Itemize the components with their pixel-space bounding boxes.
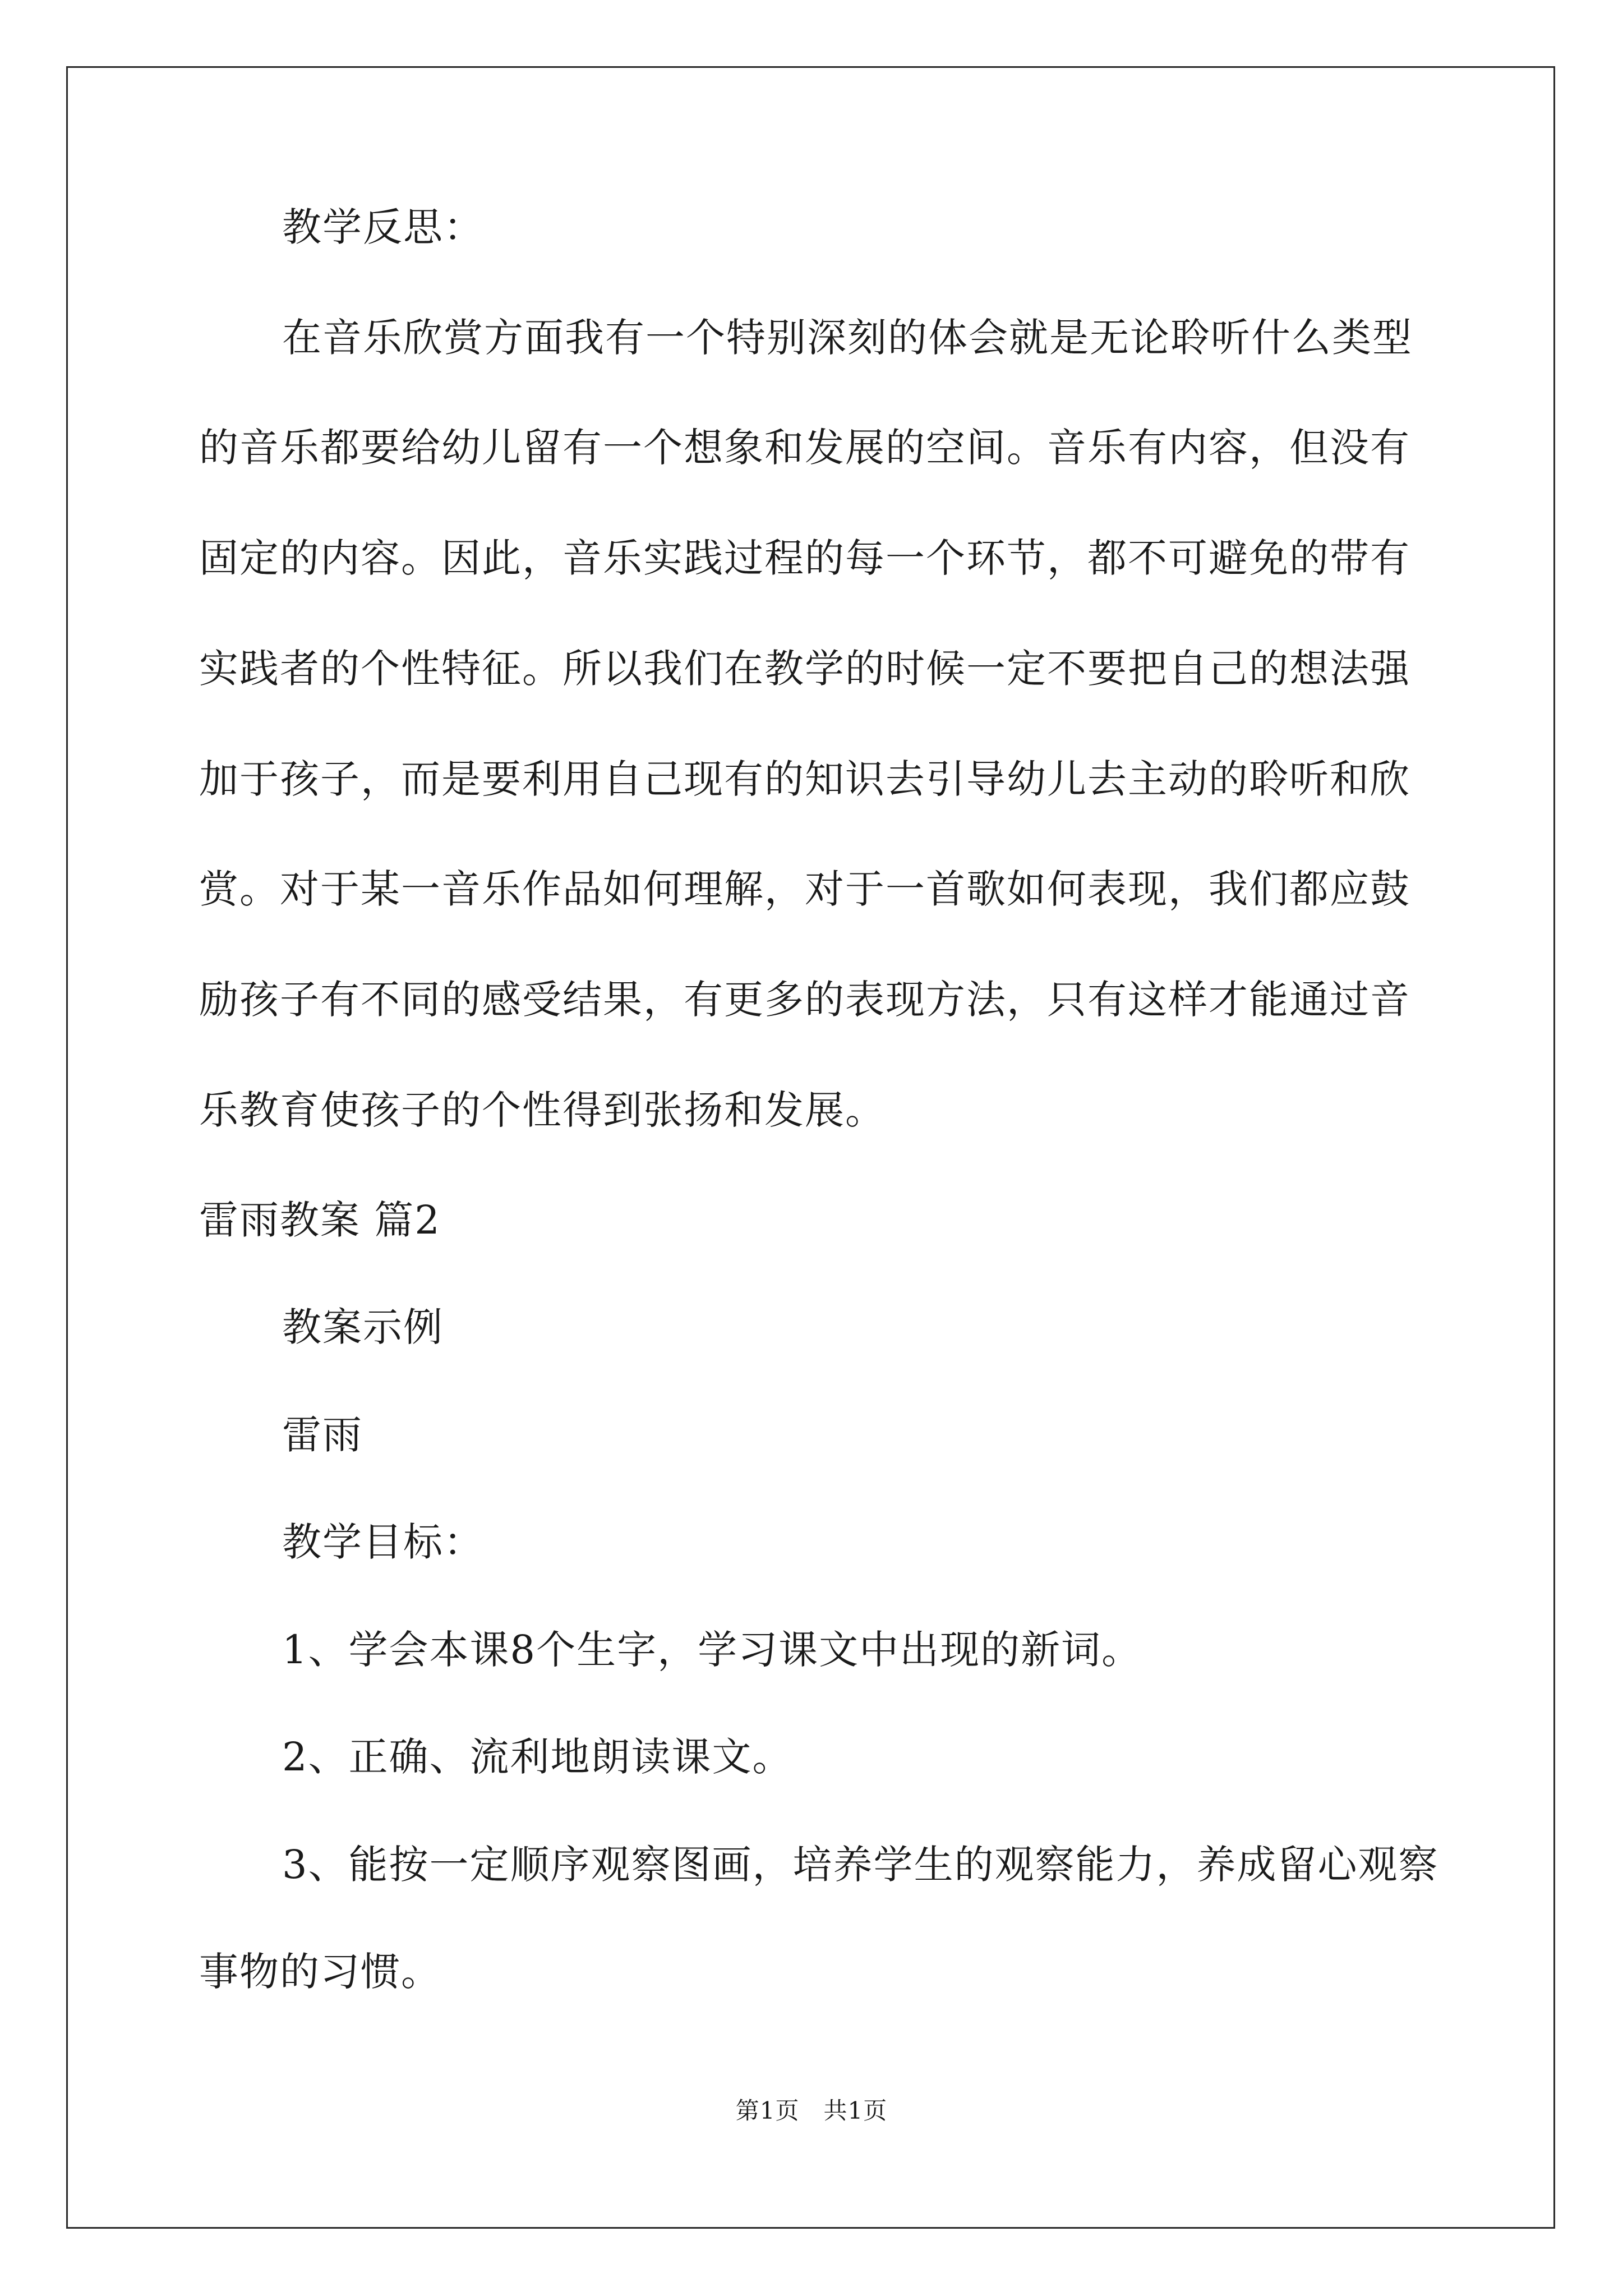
page-number-footer: 第1页 共1页 xyxy=(735,2097,888,2124)
paragraph-line: 励孩子有不同的感受结果，有更多的表现方法，只有这样才能通过音 xyxy=(199,977,1410,1023)
paragraph-line: 实践者的个性特征。所以我们在教学的时候一定不要把自己的想法强 xyxy=(199,646,1410,692)
objective-item: 1、学会本课8个生字，学习课文中出现的新词。 xyxy=(282,1627,1142,1673)
paragraph-line: 加于孩子，而是要利用自己现有的知识去引导幼儿去主动的聆听和欣 xyxy=(199,756,1410,802)
objective-item: 2、正确、流利地朗读课文。 xyxy=(282,1734,793,1780)
objective-item: 3、能按一定顺序观察图画，培养学生的观察能力，养成留心观察 xyxy=(282,1842,1439,1888)
paragraph-line: 乐教育使孩子的个性得到张扬和发展。 xyxy=(199,1087,886,1133)
subheading-example: 教案示例 xyxy=(282,1304,444,1350)
paragraph-line: 在音乐欣赏方面我有一个特别深刻的体会就是无论聆听什么类型 xyxy=(282,315,1413,361)
page-border xyxy=(66,66,1555,2229)
paragraph-line: 固定的内容。因此，音乐实践过程的每一个环节，都不可避免的带有 xyxy=(199,535,1410,581)
section-heading-reflection: 教学反思： xyxy=(282,204,484,250)
section-title: 雷雨教案 篇2 xyxy=(199,1197,441,1243)
objective-item-continuation: 事物的习惯。 xyxy=(199,1949,441,1995)
paragraph-line: 的音乐都要给幼儿留有一个想象和发展的空间。音乐有内容，但没有 xyxy=(199,425,1410,471)
lesson-title: 雷雨 xyxy=(282,1412,363,1458)
subheading-objectives: 教学目标： xyxy=(282,1519,484,1565)
paragraph-line: 赏。对于某一音乐作品如何理解，对于一首歌如何表现，我们都应鼓 xyxy=(199,866,1410,912)
